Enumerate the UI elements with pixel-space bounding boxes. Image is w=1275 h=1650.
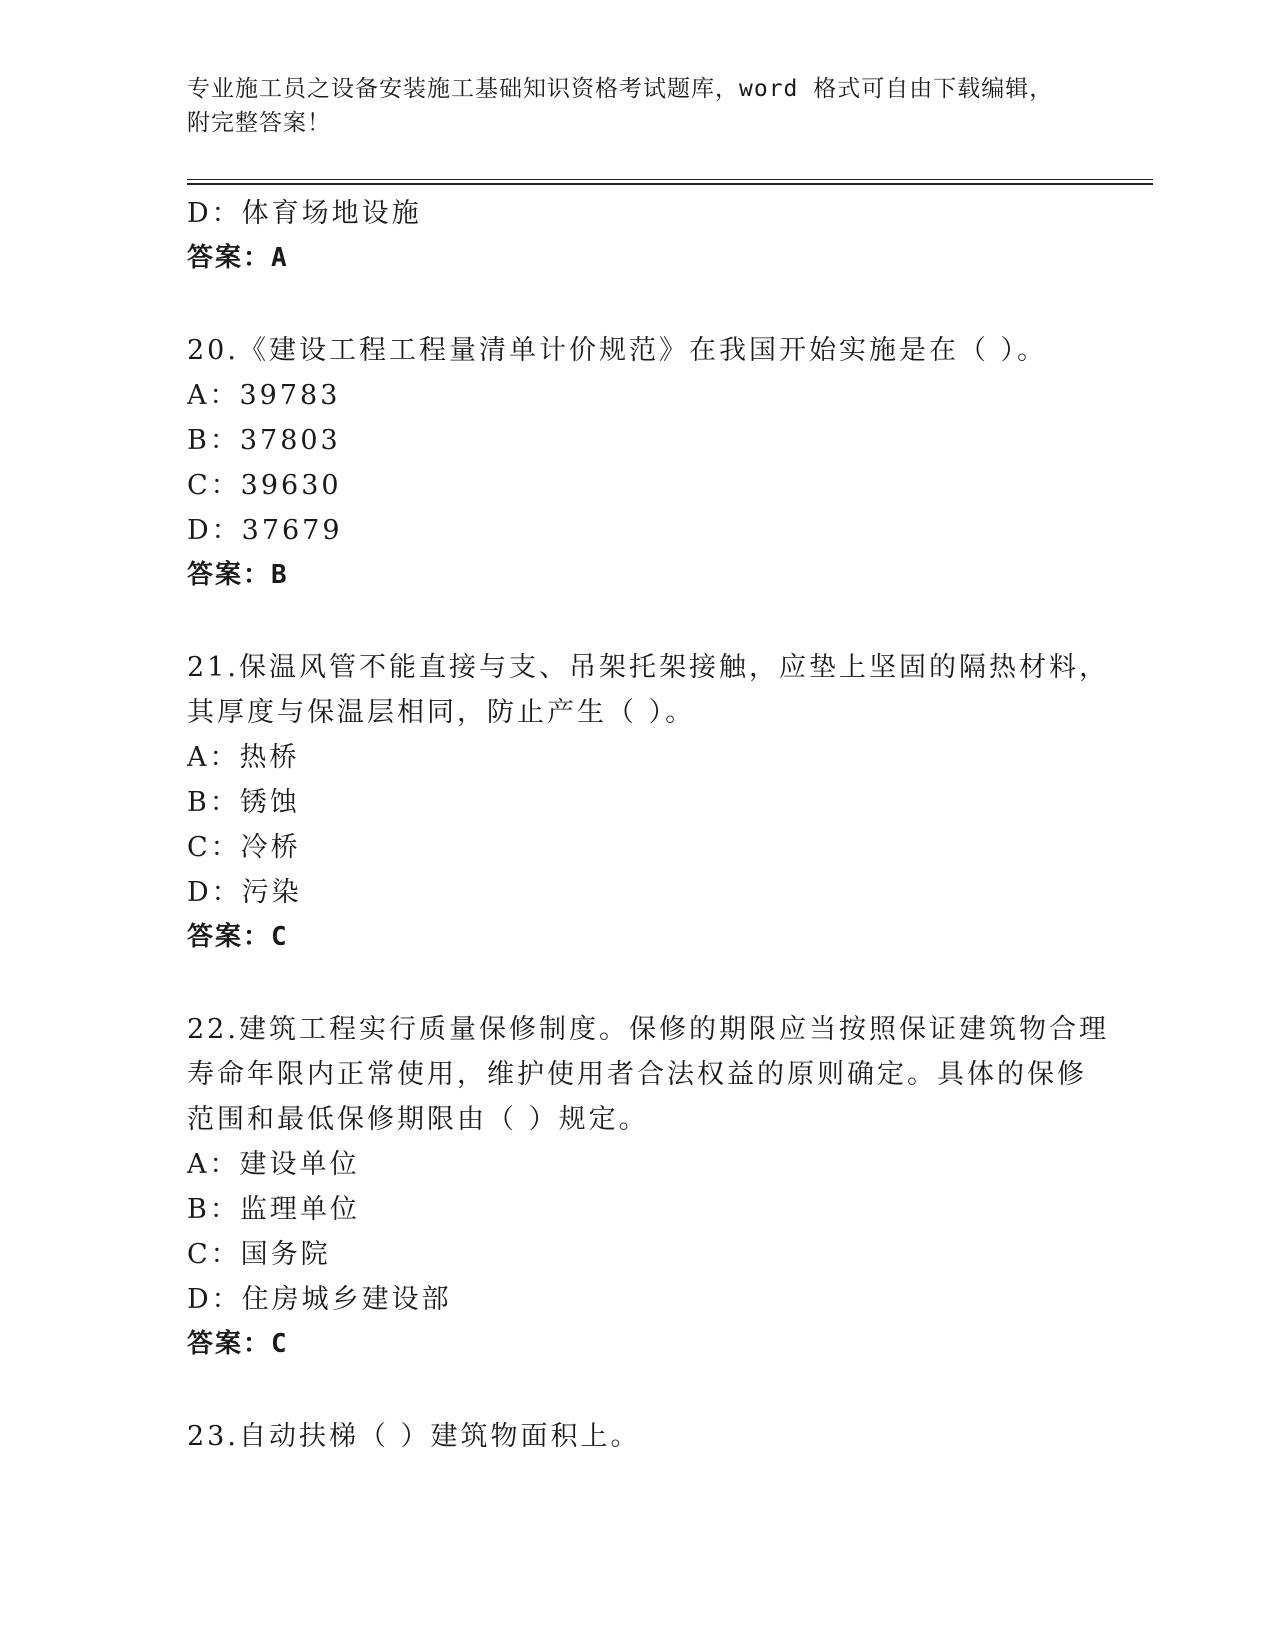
- option-d: D：住房城乡建设部: [187, 1284, 452, 1315]
- question-20: [187, 328, 1147, 598]
- option-b: B：监理单位: [187, 1194, 360, 1225]
- option-d: D：37679: [187, 515, 343, 546]
- question-stem-line-2: 其厚度与保温层相同，防止产生（ ）。: [187, 697, 696, 728]
- header-divider-thick: [187, 183, 1153, 185]
- question-19-tail: [187, 191, 1147, 281]
- answer-label: 答案：C: [187, 922, 289, 952]
- question-stem-line-1: 21.保温风管不能直接与支、吊架托架接触，应垫上坚固的隔热材料，: [187, 652, 1109, 683]
- question-list: [187, 191, 1147, 1459]
- header-divider-thin: [187, 179, 1153, 180]
- option-d: D：体育场地设施: [187, 198, 422, 229]
- document-header: [187, 72, 1087, 140]
- option-c: C：39630: [187, 470, 342, 501]
- question-stem: 20.《建设工程工程量清单计价规范》在我国开始实施是在（ ）。: [187, 335, 1048, 366]
- question-21: [187, 645, 1147, 960]
- option-c: C：冷桥: [187, 832, 301, 863]
- option-a: A：建设单位: [187, 1149, 360, 1180]
- question-22: [187, 1007, 1147, 1367]
- answer-label: 答案：C: [187, 1329, 289, 1359]
- option-a: A：热桥: [187, 742, 300, 773]
- answer-label: 答案：B: [187, 560, 289, 590]
- question-stem: 23.自动扶梯（ ）建筑物面积上。: [187, 1421, 641, 1452]
- question-stem-line-3: 范围和最低保修期限由（ ）规定。: [187, 1104, 649, 1135]
- option-a: A：39783: [187, 380, 341, 411]
- option-b: B：37803: [187, 425, 341, 456]
- option-b: B：锈蚀: [187, 787, 300, 818]
- answer-label: 答案：A: [187, 243, 289, 273]
- option-c: C：国务院: [187, 1239, 331, 1270]
- option-d: D：污染: [187, 877, 302, 908]
- question-23: [187, 1414, 1147, 1459]
- header-line-2: 附完整答案！: [187, 110, 331, 136]
- header-line-1: 专业施工员之设备安装施工基础知识资格考试题库，word 格式可自由下载编辑，: [187, 76, 1054, 102]
- question-stem-line-1: 22.建筑工程实行质量保修制度。保修的期限应当按照保证建筑物合理: [187, 1014, 1109, 1045]
- question-stem-line-2: 寿命年限内正常使用，维护使用者合法权益的原则确定。具体的保修: [187, 1059, 1087, 1090]
